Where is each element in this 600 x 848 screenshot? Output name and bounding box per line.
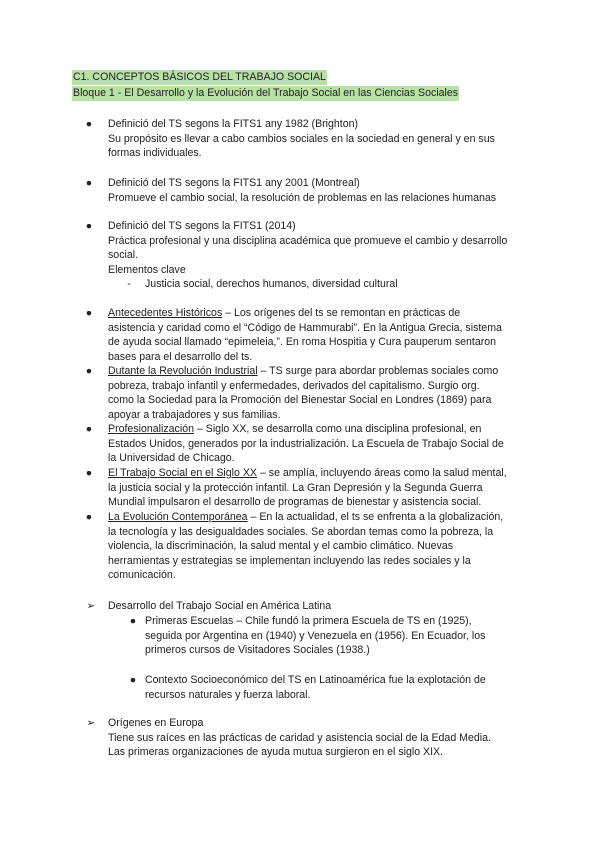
definition-text: Práctica profesional y una disciplina académica que promueve el cambio y desarrollo: [108, 234, 508, 247]
latam-item: Primeras Escuelas – Chile fundó la primera Escuela de TS en (1925), seguida por Argentina en (1940) y Venezuela en (1956). En Ecuador, los primeros cursos de Visitadores Sociales (1938.): [145, 615, 486, 657]
bullet-icon: ●: [85, 511, 93, 523]
history-term: Profesionalización: [108, 423, 194, 435]
history-text: bases para el desarrollo del ts.: [108, 350, 253, 363]
history-item: [108, 466, 507, 510]
history-text: – En la actualidad, el ts se enfrenta a la globalización,: [247, 511, 504, 523]
history-text: comunicación.: [108, 569, 176, 582]
history-text: Mundial impulsaron el desarrollo de programas de bienestar y asistencia social.: [108, 496, 482, 509]
definition-item: [108, 219, 507, 277]
definition-heading: Definició del TS segons la FITS1 any 1982 (Brighton): [108, 118, 359, 130]
history-text: la justicia social y la protección infantil. La Gran Depresión y la Segunda Guerra: [108, 481, 483, 494]
history-item: [108, 364, 498, 422]
bullet-icon: ●: [85, 307, 93, 319]
page-title: [72, 70, 327, 85]
latam-heading: Desarrollo del Trabajo Social en América Latina: [108, 600, 332, 612]
bullet-icon: ●: [85, 423, 93, 435]
definition-item: [108, 176, 496, 205]
definition-text: social.: [108, 249, 139, 262]
history-text: de ayuda social llamado “epimeleia,”. En roma Hospitia y Cura pauperum sentaron: [108, 336, 497, 349]
arrow-icon: ➢: [86, 717, 96, 729]
definition-text: Su propósito es llevar a cabo cambios sociales en la sociedad en general y en sus: [108, 132, 495, 145]
history-text: apoyar a trabajadores y sus familias.: [108, 408, 281, 421]
history-text: violencia, la discriminación, la salud mental y el cambio climático. Nuevas: [108, 540, 454, 553]
arrow-icon: ➢: [86, 600, 96, 612]
history-text: herramientas y estrategias se implementan incluyendo las redes sociales y la: [108, 554, 471, 567]
history-text: Estados Unidos, generados por la industrialización. La Escuela de Trabajo Social de: [108, 437, 504, 450]
bullet-icon: ●: [85, 118, 93, 130]
definition-item: [108, 117, 495, 161]
history-item: [108, 510, 503, 583]
history-text: – se amplía, incluyendo áreas como la salud mental,: [257, 467, 507, 479]
history-text: la Universidad de Chicago.: [108, 452, 235, 465]
bullet-icon: ●: [129, 615, 137, 627]
definition-subitem: Justicia social, derechos humanos, diversidad cultural: [145, 278, 398, 290]
subtitle-highlight: Bloque 1 - El Desarrollo y la Evolución del Trabajo Social en las Ciencias Sociales: [73, 87, 459, 99]
latam-item: Contexto Socioeconómico del TS en Latinoamérica fue la explotación de recursos naturales y fuerza laboral.: [145, 674, 486, 701]
definition-heading: Definició del TS segons la FITS1 any 2001 (Montreal): [108, 177, 360, 189]
europe-text: Las primeras organizaciones de ayuda mutua surgieron en el siglo XIX.: [108, 746, 444, 759]
bullet-icon: ●: [85, 220, 93, 232]
bullet-icon: ●: [85, 365, 93, 377]
history-text: – Los orígenes del ts se remontan en prácticas de: [222, 307, 461, 319]
history-item: [108, 306, 502, 364]
history-text: – Siglo XX, se desarrolla como una disciplina profesional, en: [193, 423, 482, 435]
definition-text: Promueve el cambio social, la resolución de problemas en las relaciones humanas: [108, 191, 497, 204]
europe-text: Tiene sus raíces en las prácticas de caridad y asistencia social de la Edad Media.: [108, 731, 491, 744]
history-text: como la Sociedad para la Promoción del Bienestar Social en Londres (1869) para: [108, 394, 492, 407]
definition-text: formas individuales.: [108, 147, 202, 160]
history-text: – TS surge para abordar problemas sociales como: [257, 365, 499, 377]
bullet-icon: ●: [85, 177, 93, 189]
title-highlight: C1. CONCEPTOS BÁSICOS DEL TRABAJO SOCIAL: [73, 71, 326, 83]
history-term: Antecedentes Históricos: [108, 307, 223, 319]
history-item: [108, 422, 504, 466]
history-text: pobreza, trabajo infantil y enfermedades, derivados del capitalismo. Surgio org.: [108, 379, 480, 392]
dash-icon: -: [127, 278, 131, 290]
bullet-icon: ●: [85, 467, 93, 479]
definition-text: Elementos clave: [108, 263, 186, 276]
history-text: la tecnología y las desigualdades sociales. Se abordan temas como la pobreza, la: [108, 525, 494, 538]
history-text: asistencia y caridad como el “Código de Hammurabi”. En la Antigua Grecia, sistema: [108, 321, 502, 334]
history-term: El Trabajo Social en el Siglo XX: [108, 467, 257, 479]
history-term: Dutante la Revolución Industrial: [108, 365, 258, 377]
history-term: La Evolución Contemporánea: [108, 511, 248, 523]
europe-heading: Orígenes en Europa: [108, 717, 204, 729]
europe-section: [108, 716, 491, 760]
definition-heading: Definició del TS segons la FITS1 (2014): [108, 220, 296, 232]
page-subtitle: [72, 86, 459, 101]
bullet-icon: ●: [129, 674, 137, 686]
